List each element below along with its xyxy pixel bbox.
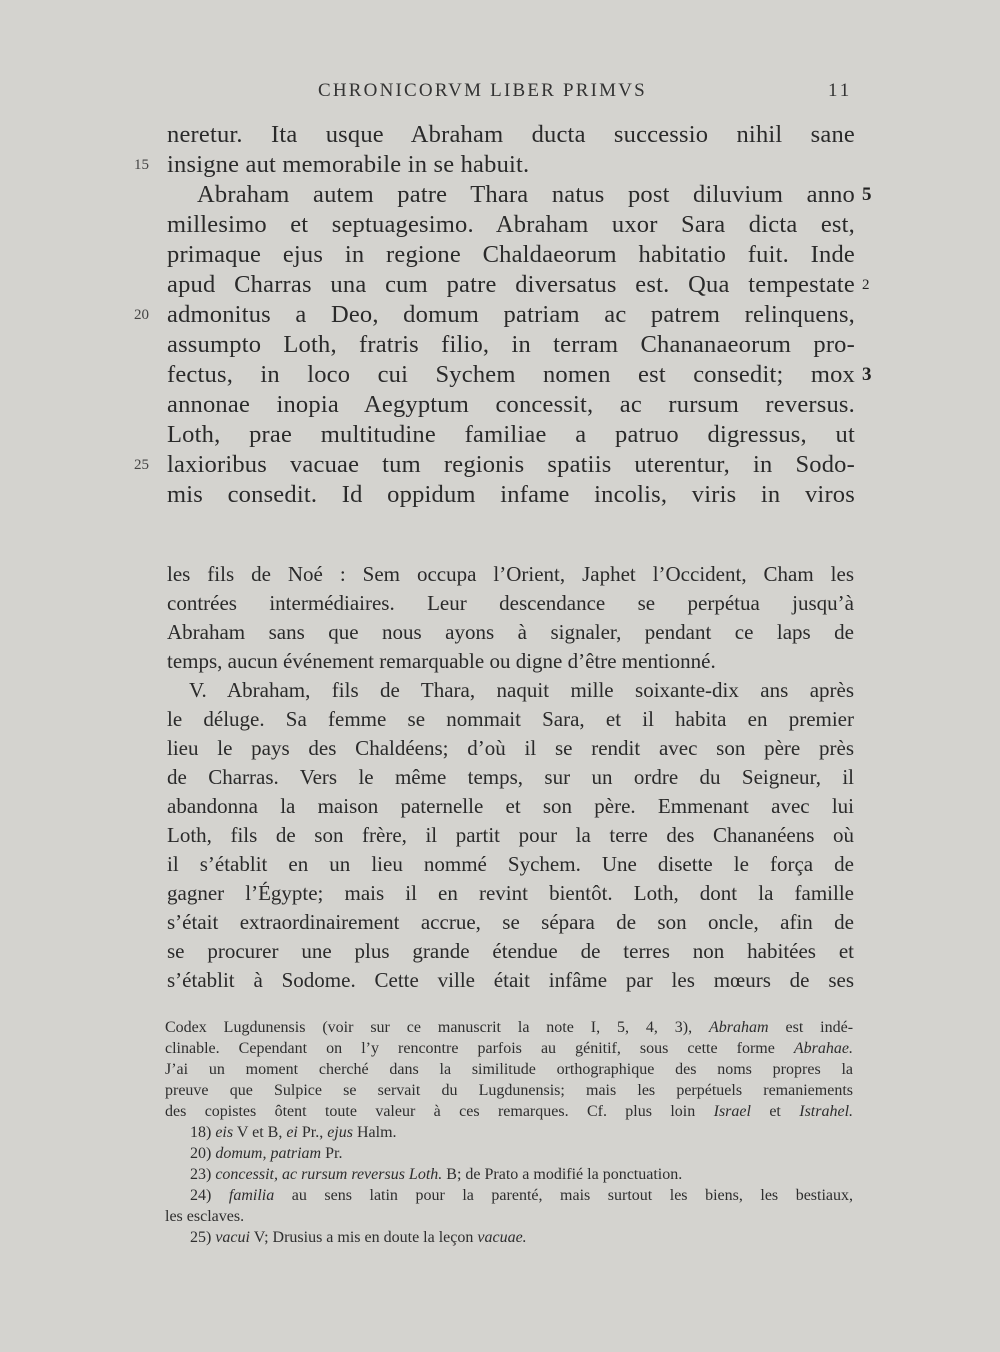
footnote-18: 18) eis V et B, ei Pr., ejus Halm.: [190, 1124, 397, 1141]
latin-line: assumpto Loth, fratris filio, in terram Chananaeorum pro-: [167, 331, 855, 358]
latin-line: Abraham autem patre Thara natus post diluvium anno: [197, 181, 855, 208]
footnote-line: des copistes ôtent toute valeur à ces remarques. Cf. plus loin Israel et Istrahel.: [165, 1103, 854, 1120]
latin-line: apud Charras una cum patre diversatus est. Qua tempestate: [167, 271, 855, 298]
latin-line: millesimo et septuagesimo. Abraham uxor Sara dicta est,: [167, 211, 855, 238]
french-line: Abraham sans que nous ayons à signaler, pendant ce laps de: [167, 620, 854, 644]
french-line: s’était extraordinairement accrue, se sépara de son oncle, afin de: [167, 910, 854, 934]
french-line: le déluge. Sa femme se nommait Sara, et il habita en premier: [167, 707, 854, 731]
latin-line: annonae inopia Aegyptum concessit, ac rursum reversus.: [167, 391, 855, 418]
footnote-23: 23) concessit, ac rursum reversus Loth. B; de Prato a modifié la ponctuation.: [190, 1166, 683, 1183]
french-line: il s’établit en un lieu nommé Sychem. Une disette le força de: [167, 852, 854, 876]
french-line: s’établit à Sodome. Cette ville était infâme par les mœurs de ses: [167, 968, 854, 992]
french-line: les fils de Noé : Sem occupa l’Orient, Japhet l’Occident, Cham les: [167, 562, 854, 586]
section-number: 5: [862, 184, 872, 205]
line-number: 20: [134, 307, 149, 323]
french-line: abandonna la maison paternelle et son père. Emmenant avec lui: [167, 794, 854, 818]
footnote-25: 25) vacui V; Drusius a mis en doute la leçon vacuae.: [190, 1229, 527, 1246]
footnote-24: 24) familia au sens latin pour la parenté, mais surtout les biens, les bestiaux,: [190, 1187, 854, 1204]
latin-line: mis consedit. Id oppidum infame incolis, viris in viros: [167, 481, 855, 508]
french-line: de Charras. Vers le même temps, sur un ordre du Seigneur, il: [167, 765, 854, 789]
latin-line: primaque ejus in regione Chaldaeorum habitatio fuit. Inde: [167, 241, 855, 268]
latin-line: insigne aut memorabile in se habuit.: [167, 151, 530, 178]
footnote-line: clinable. Cependant on l’y rencontre parfois au génitif, sous cette forme Abrahae.: [165, 1040, 854, 1057]
footnote-line: J’ai un moment cherché dans la similitude orthographique des noms propres la: [165, 1061, 853, 1078]
latin-line: admonitus a Deo, domum patriam ac patrem relinquens,: [167, 301, 855, 328]
french-line: V. Abraham, fils de Thara, naquit mille soixante-dix ans après: [189, 678, 854, 702]
french-line: gagner l’Égypte; mais il en revint bientôt. Loth, dont la famille: [167, 881, 854, 905]
french-line: temps, aucun événement remarquable ou digne d’être mentionné.: [167, 649, 716, 673]
french-line: se procurer une plus grande étendue de terres non habitées et: [167, 939, 854, 963]
section-number: 3: [862, 364, 872, 385]
french-line: contrées intermédiaires. Leur descendance se perpétua jusqu’à: [167, 591, 854, 615]
line-number: 15: [134, 157, 149, 173]
french-line: Loth, fils de son frère, il partit pour la terre des Chananéens où: [167, 823, 854, 847]
footnote-line: les esclaves.: [165, 1208, 245, 1225]
section-number: 2: [862, 277, 870, 293]
latin-line: fectus, in loco cui Sychem nomen est consedit; mox: [167, 361, 855, 388]
french-line: lieu le pays des Chaldéens; d’où il se rendit avec son père près: [167, 736, 854, 760]
line-number: 25: [134, 457, 149, 473]
latin-line: laxioribus vacuae tum regionis spatiis uterentur, in Sodo-: [167, 451, 855, 478]
footnote-20: 20) domum, patriam Pr.: [190, 1145, 343, 1162]
running-header: [0, 80, 1000, 106]
latin-line: Loth, prae multitudine familiae a patruo digressus, ut: [167, 421, 855, 448]
footnote-line: Codex Lugdunensis (voir sur ce manuscrit la note I, 5, 4, 3), Abraham est indé-: [165, 1019, 854, 1036]
footnote-line: preuve que Sulpice se servait du Lugdunensis; mais les perpétuels remaniements: [165, 1082, 853, 1099]
running-title: CHRONICORVM LIBER PRIMVS: [318, 80, 647, 101]
page-number: 11: [828, 80, 853, 101]
latin-line: neretur. Ita usque Abraham ducta successio nihil sane: [167, 121, 855, 148]
